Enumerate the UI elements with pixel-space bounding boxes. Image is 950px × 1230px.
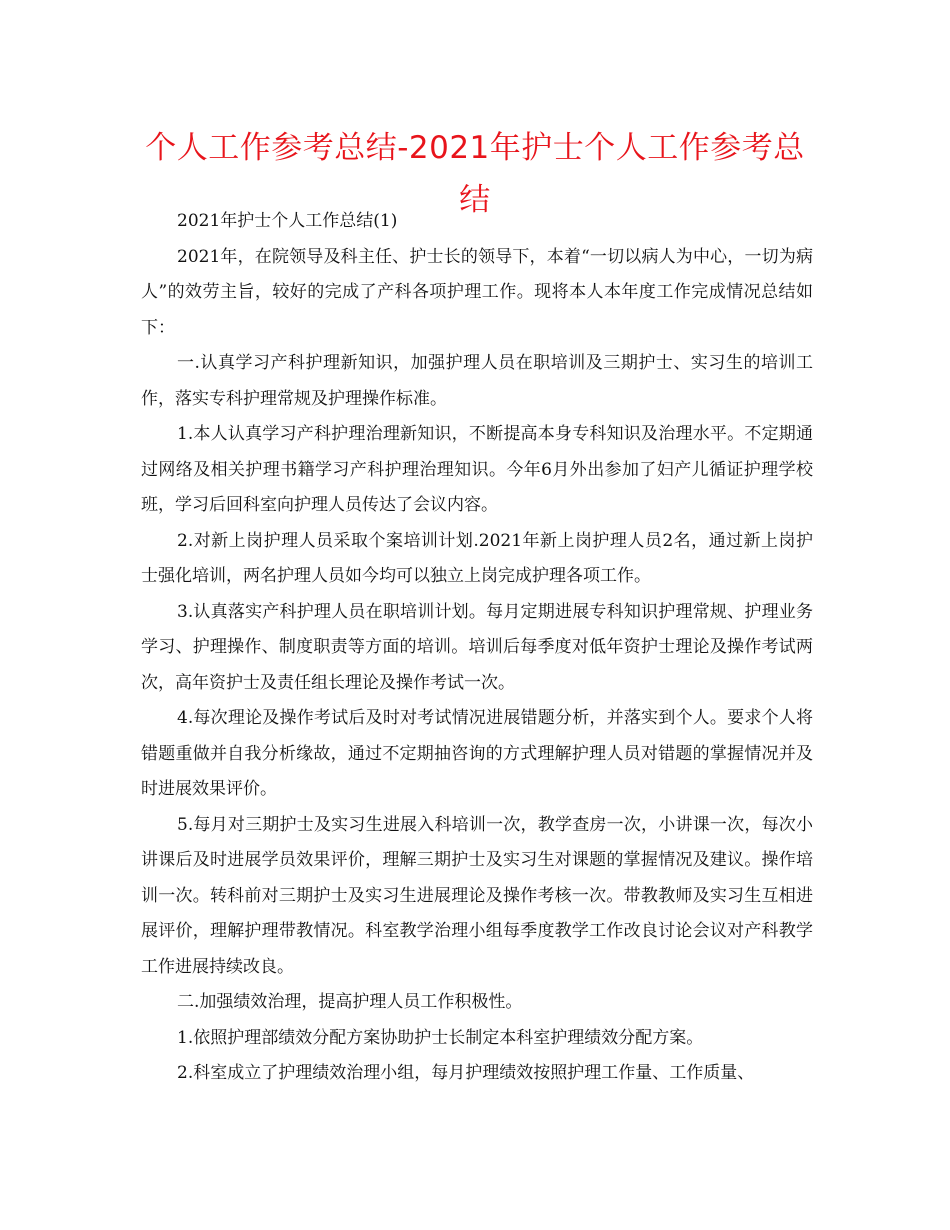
document-title: 个人工作参考总结-2021年护士个人工作参考总结 bbox=[145, 130, 805, 218]
paragraph: 2021年，在院领导及科主任、护士长的领导下，本着“一切以病人为中心，一切为病人”的效劳主旨，较好的完成了产科各项护理工作。现将本人本年度工作完成情况总结如下： bbox=[141, 246, 813, 338]
paragraph: 5.每月对三期护士及实习生进展入科培训一次，教学查房一次，小讲课一次，每次小讲课后及时进展学员效果评价，理解三期护士及实习生对课题的掌握情况及建议。操作培训一次。转科前对三期护士及实习生进展理论及操作考核一次。带教教师及实习生互相进展评价，理解护理带教情况。科室教学治理小组每季度教学工作改良讨论会议对产科教学工作进展持续改良。 bbox=[141, 814, 813, 977]
paragraph: 1.本人认真学习产科护理治理新知识，不断提高本身专科知识及治理水平。不定期通过网络及相关护理书籍学习产科护理治理知识。今年6月外出参加了妇产儿循证护理学校班，学习后回科室向护理人员传达了会议内容。 bbox=[141, 424, 813, 515]
section-heading: 2021年护士个人工作总结(1) bbox=[177, 211, 398, 231]
document-body bbox=[141, 204, 813, 1092]
paragraph: 一.认真学习产科护理新知识，加强护理人员在职培训及三期护士、实习生的培训工作，落实专科护理常规及护理操作标准。 bbox=[141, 353, 813, 409]
paragraph: 3.认真落实产科护理人员在职培训计划。每月定期进展专科知识护理常规、护理业务学习、护理操作、制度职责等方面的培训。培训后每季度对低年资护士理论及操作考试两次，高年资护士及责任组长理论及操作考试一次。 bbox=[141, 601, 813, 693]
paragraph: 2.对新上岗护理人员采取个案培训计划.2021年新上岗护理人员2名，通过新上岗护士强化培训，两名护理人员如今均可以独立上岗完成护理各项工作。 bbox=[141, 530, 813, 586]
paragraph: 4.每次理论及操作考试后及时对考试情况进展错题分析，并落实到个人。要求个人将错题重做并自我分析缘故，通过不定期抽咨询的方式理解护理人员对错题的掌握情况并及时进展效果评价。 bbox=[141, 708, 813, 799]
paragraph: 二.加强绩效治理，提高护理人员工作积极性。 bbox=[177, 992, 523, 1012]
paragraph: 1.依照护理部绩效分配方案协助护士长制定本科室护理绩效分配方案。 bbox=[177, 1027, 704, 1048]
paragraph: 2.科室成立了护理绩效治理小组，每月护理绩效按照护理工作量、工作质量、 bbox=[177, 1063, 755, 1083]
